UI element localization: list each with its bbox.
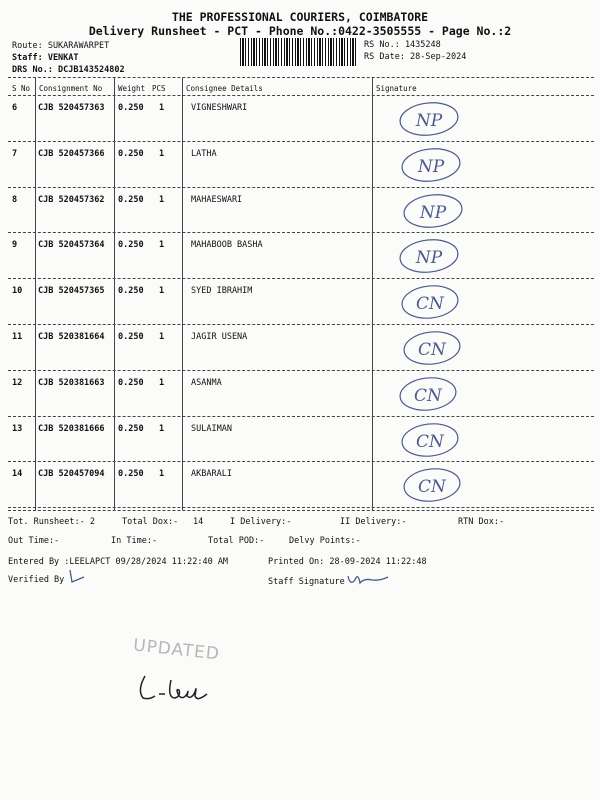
cell-pcs: 1 xyxy=(159,194,165,205)
cell-pcs: 1 xyxy=(159,377,165,388)
out-time: Out Time:- xyxy=(8,536,60,546)
cell-consignment-no: CJB 520381663 xyxy=(38,377,105,388)
row-divider xyxy=(8,141,594,142)
row-divider xyxy=(8,232,594,233)
table-row xyxy=(8,372,594,417)
entered-by: Entered By :LEELAPCT 09/28/2024 11:22:40 AM xyxy=(8,557,229,567)
cell-sno: 7 xyxy=(12,148,18,159)
cell-weight: 0.250 xyxy=(118,377,144,388)
cell-weight: 0.250 xyxy=(118,469,144,480)
barcode xyxy=(240,38,356,66)
cell-weight: 0.250 xyxy=(118,194,144,205)
table-row xyxy=(8,280,594,325)
cell-sno: 8 xyxy=(12,194,18,205)
rs-number: RS No.: 1435248 xyxy=(364,40,441,50)
cell-consignee: MAHAESWARI xyxy=(191,194,243,205)
signature-text: NP xyxy=(417,156,445,177)
cell-consignee: MAHABOOB BASHA xyxy=(191,240,263,251)
cell-consignee: SULAIMAN xyxy=(191,423,232,434)
signature-mark xyxy=(395,235,463,277)
signature-mark xyxy=(399,190,467,232)
signature-text: NP xyxy=(415,248,443,269)
row-divider xyxy=(8,461,594,462)
column-header-weight: Weight xyxy=(118,84,146,93)
cell-pcs: 1 xyxy=(159,103,165,113)
signature-mark xyxy=(399,327,465,369)
i-delivery: I Delivery:- xyxy=(230,517,292,527)
signature-text: CN xyxy=(418,477,446,498)
cell-consignee: ASANMA xyxy=(191,377,222,388)
signature-text: NP xyxy=(419,202,447,223)
page-title: THE PROFESSIONAL COURIERS, COIMBATORE xyxy=(171,10,429,24)
table-row xyxy=(8,189,594,234)
cell-consignee: AKBARALI xyxy=(191,469,232,480)
signature-text: CN xyxy=(416,431,444,452)
table-row xyxy=(8,418,594,463)
divider xyxy=(8,77,594,78)
cell-weight: 0.250 xyxy=(118,286,144,297)
signature-mark xyxy=(399,464,465,506)
signature-text: CN xyxy=(418,340,446,360)
tot-runsheet: Tot. Runsheet:- 2 xyxy=(8,517,95,527)
in-time: In Time:- xyxy=(111,536,158,546)
rs-date: RS Date: 28-Sep-2024 xyxy=(364,52,467,62)
ii-delivery: II Delivery:- xyxy=(340,517,407,527)
handwritten-signature xyxy=(135,672,215,704)
column-header-sno: S No xyxy=(12,84,31,93)
drs-number: DRS No.: DCJB143524802 xyxy=(12,65,125,75)
rtn-dox: RTN Dox:- xyxy=(458,517,505,527)
cell-sno: 14 xyxy=(12,469,23,480)
cell-consignment-no: CJB 520381664 xyxy=(38,332,105,342)
column-header-consignee: Consignee Details xyxy=(186,84,263,93)
cell-sno: 12 xyxy=(12,377,23,388)
cell-pcs: 1 xyxy=(159,240,165,251)
cell-consignee: JAGIR USENA xyxy=(191,332,248,342)
verified-by-signature xyxy=(66,568,88,586)
cell-pcs: 1 xyxy=(159,332,165,342)
cell-consignment-no: CJB 520457364 xyxy=(38,240,105,251)
cell-sno: 6 xyxy=(12,103,18,113)
divider xyxy=(8,95,594,96)
signature-text: CN xyxy=(414,385,442,406)
signature-mark xyxy=(395,98,463,140)
cell-consignment-no: CJB 520457094 xyxy=(38,469,105,480)
cell-weight: 0.250 xyxy=(118,103,144,113)
cell-weight: 0.250 xyxy=(118,240,144,251)
column-header-pcs: PCS xyxy=(152,84,166,93)
staff-label: Staff: VENKAT xyxy=(12,53,79,63)
staff-signature-label: Staff Signature xyxy=(268,577,345,587)
total-dox-value: 14 xyxy=(193,517,204,527)
signature-mark xyxy=(397,281,463,323)
divider xyxy=(8,510,594,511)
row-divider xyxy=(8,416,594,417)
signature-mark xyxy=(397,144,465,186)
cell-pcs: 1 xyxy=(159,286,165,297)
cell-pcs: 1 xyxy=(159,148,165,159)
updated-stamp: UPDATED xyxy=(132,635,221,665)
cell-sno: 11 xyxy=(12,332,23,342)
signature-text: CN xyxy=(416,294,444,315)
column-header-signature: Signature xyxy=(376,84,417,93)
row-divider xyxy=(8,507,594,508)
cell-weight: 0.250 xyxy=(118,148,144,159)
route-label: Route: SUKARAWARPET xyxy=(12,41,110,51)
cell-consignee: VIGNESHWARI xyxy=(191,103,248,113)
cell-weight: 0.250 xyxy=(118,332,144,342)
cell-consignment-no: CJB 520457366 xyxy=(38,148,105,159)
staff-signature xyxy=(346,570,390,588)
cell-sno: 13 xyxy=(12,423,23,434)
row-divider xyxy=(8,324,594,325)
total-pod: Total POD:- xyxy=(208,536,265,546)
verified-by: Verified By xyxy=(8,575,65,585)
cell-consignee: SYED IBRAHIM xyxy=(191,286,253,297)
cell-pcs: 1 xyxy=(159,469,165,480)
cell-consignment-no: CJB 520381666 xyxy=(38,423,105,434)
table-row xyxy=(8,463,594,508)
row-divider xyxy=(8,187,594,188)
table-row xyxy=(8,326,594,371)
printed-on: Printed On: 28-09-2024 11:22:48 xyxy=(268,557,427,567)
cell-consignment-no: CJB 520457365 xyxy=(38,286,105,297)
cell-consignee: LATHA xyxy=(191,148,217,159)
signature-mark xyxy=(397,419,463,461)
cell-sno: 10 xyxy=(12,286,23,297)
cell-weight: 0.250 xyxy=(118,423,144,434)
row-divider xyxy=(8,278,594,279)
column-header-consignment: Consignment No xyxy=(39,84,103,93)
runsheet-subtitle: Delivery Runsheet - PCT - Phone No.:0422-3505555 - Page No.:2 xyxy=(88,24,512,38)
cell-consignment-no: CJB 520457363 xyxy=(38,103,105,113)
table-row xyxy=(8,143,594,188)
cell-pcs: 1 xyxy=(159,423,165,434)
signature-text: NP xyxy=(415,111,443,131)
cell-consignment-no: CJB 520457362 xyxy=(38,194,105,205)
cell-sno: 9 xyxy=(12,240,18,251)
total-dox-label: Total Dox:- xyxy=(122,517,179,527)
row-divider xyxy=(8,370,594,371)
signature-mark xyxy=(395,373,461,415)
delvy-points: Delvy Points:- xyxy=(289,536,361,546)
table-row xyxy=(8,97,594,142)
table-row xyxy=(8,234,594,279)
